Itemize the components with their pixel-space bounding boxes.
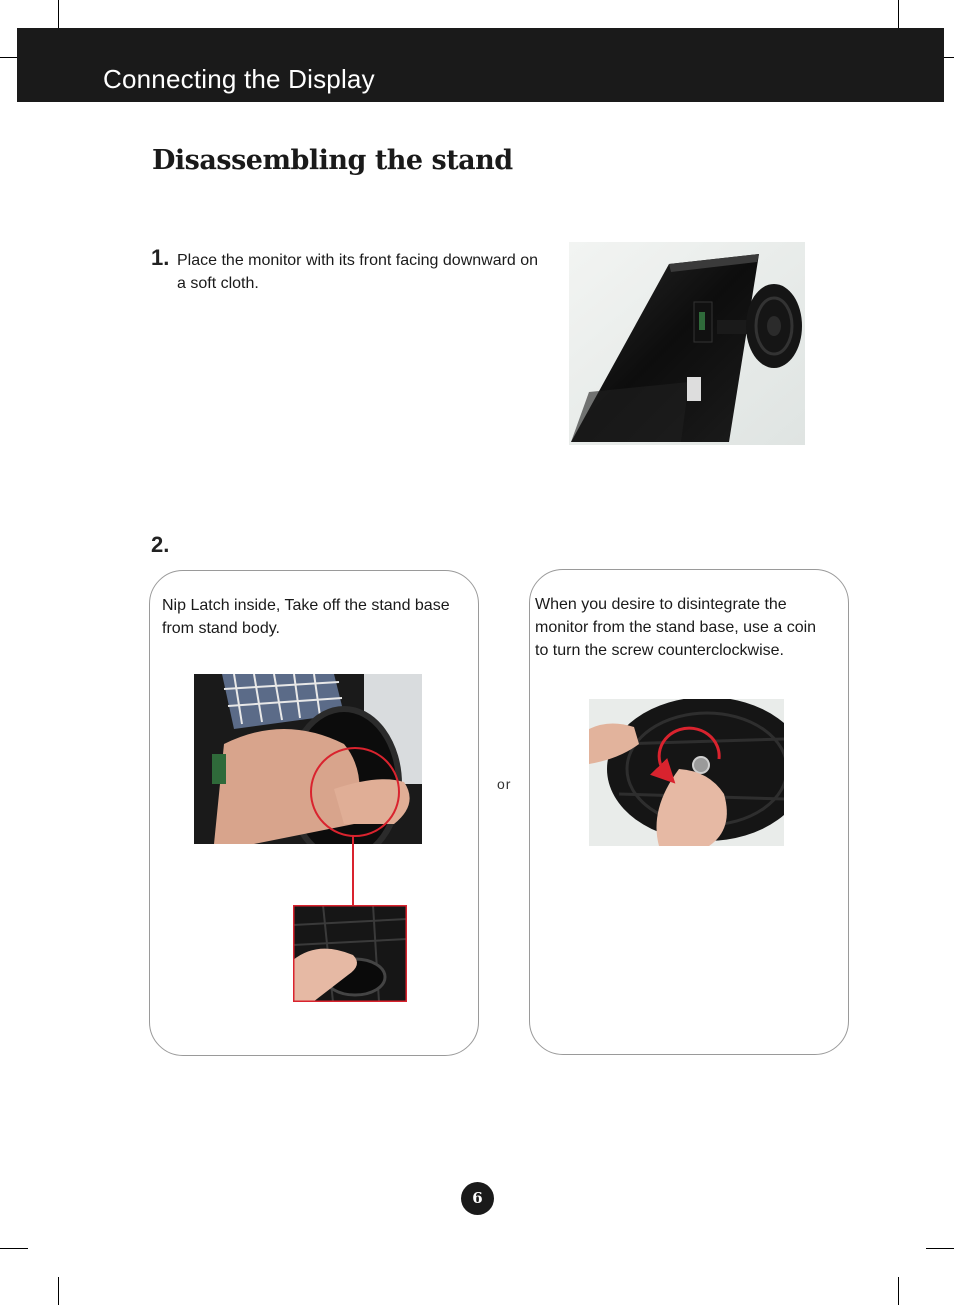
zoom-connector-line (352, 836, 354, 906)
crop-mark (926, 1248, 954, 1249)
crop-mark (898, 0, 899, 28)
latch-method-text: Nip Latch inside, Take off the stand base from stand body. (162, 597, 450, 637)
step-1-number: 1. (151, 245, 170, 270)
crop-mark (0, 57, 17, 58)
page-header-title: Connecting the Display (103, 64, 375, 94)
coin-screw-photo (589, 699, 784, 846)
page-number-badge: 6 (461, 1182, 494, 1215)
step-1-text: Place the monitor with its front facing downward on a soft cloth. (177, 252, 539, 292)
crop-mark (58, 1277, 59, 1305)
nip-latch-photo (194, 674, 422, 844)
coin-screw-illustration (589, 699, 784, 846)
latch-closeup-illustration (293, 905, 407, 1002)
section-title: Disassembling the stand (152, 145, 513, 176)
crop-mark (0, 1248, 28, 1249)
step-2-number: 2. (151, 532, 170, 557)
crop-mark (58, 0, 59, 28)
crop-mark (944, 57, 954, 58)
or-separator: or (497, 776, 512, 792)
header-bar (17, 28, 944, 102)
monitor-facedown-photo (569, 242, 805, 445)
latch-closeup-photo (293, 905, 407, 1002)
crop-mark (898, 1277, 899, 1305)
coin-method-text: When you desire to disintegrate the monitor from the stand base, use a coin to turn the screw counterclockwise. (535, 596, 817, 659)
nip-latch-illustration (194, 674, 422, 844)
monitor-facedown-illustration (569, 242, 805, 445)
